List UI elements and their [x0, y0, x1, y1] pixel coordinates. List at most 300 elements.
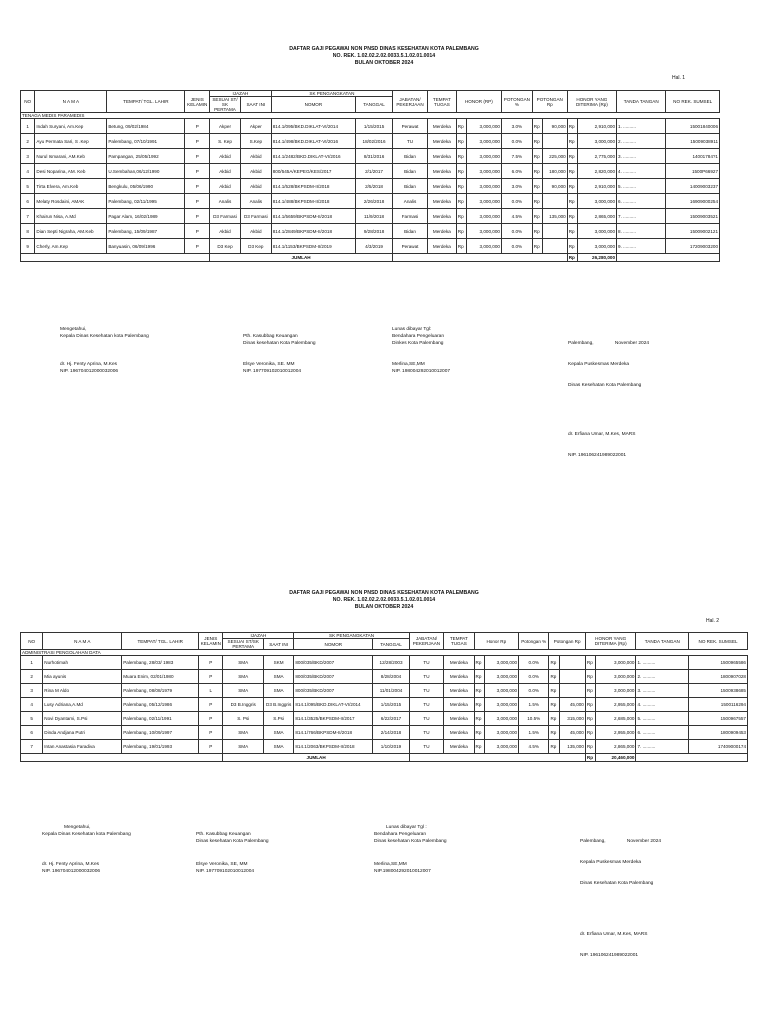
- table-row: [21, 119, 720, 134]
- table-row: [21, 740, 748, 754]
- cell-jk: P: [199, 712, 223, 726]
- cell-honor: 3,000,000: [467, 194, 502, 209]
- cell-rp1: Rp: [474, 726, 484, 740]
- cell-ttl: Palembang, 02/11/1991: [122, 712, 199, 726]
- cell-rp1: Rp: [474, 670, 484, 684]
- cell-ttd: 4. ..........: [636, 698, 689, 712]
- cell-jab: TU: [409, 712, 443, 726]
- cell-rek: 1500P66927: [666, 164, 720, 179]
- cell-ttl: Banyuasin, 06/09/1996: [107, 239, 185, 254]
- cell-jk: P: [185, 134, 210, 149]
- page-number: Hal. 2: [706, 618, 720, 624]
- page-2-title: DAFTAR GAJI PEGAWAI NON PNSD DINAS KESEHATAN KOTA PALEMBANG NO. REK. 1.02.02.2.02.0033.5.1.02.01.0014 BULAN OKTOBER 2024: [289, 590, 479, 610]
- cell-rp3: Rp: [567, 119, 577, 134]
- cell-pct: 0.0%: [501, 224, 532, 239]
- cell-pct: 0.0%: [519, 656, 549, 670]
- header-sk: SK PENGANGKATAN: [294, 633, 409, 639]
- cell-pct: 7.5%: [501, 149, 532, 164]
- cell-tempat: Merdeka: [444, 726, 474, 740]
- cell-rp3: Rp: [567, 164, 577, 179]
- header-tempat: TEMPAT TUGAS: [427, 91, 456, 113]
- cell-no: 6: [21, 726, 43, 740]
- cell-rek: 15009003521: [666, 209, 720, 224]
- header-pot-pct: POTONGAN %: [501, 91, 532, 113]
- cell-rp3: Rp: [585, 726, 595, 740]
- cell-rp1: Rp: [456, 119, 466, 134]
- cell-tempat: Merdeka: [444, 656, 474, 670]
- cell-honor: 3,000,000: [484, 698, 518, 712]
- cell-ttl: Palembang, 19/01/1993: [122, 740, 199, 754]
- cell-ttd: 5. ..........: [617, 179, 666, 194]
- header-honor: Honor Rp: [474, 633, 519, 650]
- cell-rp1: Rp: [474, 698, 484, 712]
- cell-diterima: 2,955,000: [595, 698, 635, 712]
- cell-rp2: Rp: [549, 740, 559, 754]
- cell-tgl: 11/01/2004: [373, 684, 409, 698]
- cell-rp2: Rp: [549, 698, 559, 712]
- cell-rp1: Rp: [474, 712, 484, 726]
- cell-nomor: 814.1/5659/BKPSDM-II/2018: [271, 209, 355, 224]
- salary-table-2: [20, 632, 748, 762]
- cell-rek: 1800907028: [689, 670, 748, 684]
- cell-pot: [543, 224, 568, 239]
- cell-nama: Desi Noparina, AM. Keb: [35, 164, 107, 179]
- header-saat-ini: SAAT INI: [263, 639, 293, 650]
- cell-saat: SMA: [263, 740, 293, 754]
- cell-tgl: 4/3/2019: [356, 239, 393, 254]
- cell-tempat: Merdeka: [427, 149, 456, 164]
- cell-rek: 1500967557: [689, 712, 748, 726]
- cell-no: 4: [21, 698, 43, 712]
- cell-diterima: 3,000,000: [595, 656, 635, 670]
- cell-ttd: 8. ..........: [617, 224, 666, 239]
- cell-rp2: Rp: [532, 134, 542, 149]
- cell-tgl: 2/1/2017: [356, 164, 393, 179]
- cell-jab: Analis: [393, 194, 428, 209]
- cell-ttd: 1. ..........: [636, 656, 689, 670]
- header-rek: NO REK. SUMSEL: [689, 633, 748, 650]
- cell-no: 7: [21, 209, 35, 224]
- table-row: [21, 179, 720, 194]
- cell-pot: 225,000: [543, 149, 568, 164]
- cell-sesuai: SMA: [223, 684, 263, 698]
- header-nama: N A M A: [35, 91, 107, 113]
- cell-ttd: 3. ..........: [636, 684, 689, 698]
- header-jabatan: JABATAN/ PEKERJAAN: [409, 633, 443, 650]
- cell-tgl: 1/15/2015: [373, 698, 409, 712]
- cell-nama: Dian Septi Nigraha, AM.Keb: [35, 224, 107, 239]
- cell-diterima: 3,000,000: [595, 670, 635, 684]
- cell-tempat: Merdeka: [444, 740, 474, 754]
- cell-rp2: Rp: [549, 726, 559, 740]
- cell-rek: 1500116294: [689, 698, 748, 712]
- cell-pct: 4.5%: [519, 740, 549, 754]
- cell-saat: D3 B.Inggris: [263, 698, 293, 712]
- cell-jk: P: [199, 698, 223, 712]
- cell-jk: L: [199, 684, 223, 698]
- total-amount: 26,280,000: [578, 254, 617, 262]
- cell-jk: P: [199, 726, 223, 740]
- cell-no: 4: [21, 164, 35, 179]
- table-row: [21, 656, 748, 670]
- cell-sesuai: D3 Kep: [210, 239, 241, 254]
- cell-saat: D3 Kep: [240, 239, 271, 254]
- cell-tempat: Merdeka: [444, 684, 474, 698]
- cell-nomor: 814.1/488/BKPSDM-II/2018: [271, 194, 355, 209]
- cell-jab: TU: [393, 134, 428, 149]
- cell-ttl: Muara Enim, 02/01/1980: [122, 670, 199, 684]
- cell-sesuai: Akbid: [210, 224, 241, 239]
- cell-rp2: Rp: [532, 239, 542, 254]
- cell-tgl: 2/14/2018: [373, 726, 409, 740]
- total-amount: 20,460,000: [595, 754, 635, 762]
- cell-pot: [559, 670, 585, 684]
- cell-rp3: Rp: [567, 209, 577, 224]
- cell-saat: D3 Farmasi: [240, 209, 271, 224]
- cell-honor: 3,000,000: [467, 119, 502, 134]
- cell-ttl: Palembang, 02/11/1995: [107, 194, 185, 209]
- cell-honor: 3,000,000: [484, 684, 518, 698]
- header-ttd: TANDA TANGAN: [617, 91, 666, 113]
- cell-ttd: 6. ..........: [636, 726, 689, 740]
- cell-jk: P: [199, 670, 223, 684]
- cell-diterima: 2,775,000: [578, 149, 617, 164]
- cell-jab: Bidan: [393, 224, 428, 239]
- cell-rp3: Rp: [567, 224, 577, 239]
- cell-rp1: Rp: [456, 164, 466, 179]
- cell-pot: 90,000: [543, 119, 568, 134]
- header-honor-diterima: HONOR YANG DITERIMA (Rp): [585, 633, 636, 650]
- cell-saat: Akbid: [240, 179, 271, 194]
- header-jk: JENIS KELAMIN: [199, 633, 223, 650]
- cell-rp2: Rp: [549, 656, 559, 670]
- cell-nama: Lusy Adriana,A.Md: [43, 698, 122, 712]
- cell-rp3: Rp: [585, 740, 595, 754]
- cell-saat: Akbid: [240, 224, 271, 239]
- table-row: [21, 726, 748, 740]
- page-1-title: DAFTAR GAJI PEGAWAI NON PNSD DINAS KESEHATAN KOTA PALEMBANG NO. REK. 1.02.02.2.02.0033.5.1.02.01.0014 BULAN OKTOBER 2024: [289, 46, 479, 66]
- cell-pct: 0.0%: [501, 134, 532, 149]
- cell-rp2: Rp: [532, 179, 542, 194]
- cell-pot: 135,000: [543, 209, 568, 224]
- table-row: [21, 149, 720, 164]
- cell-no: 3: [21, 684, 43, 698]
- cell-honor: 3,000,000: [467, 179, 502, 194]
- cell-diterima: 3,000,000: [578, 194, 617, 209]
- table-body-1: [21, 113, 720, 262]
- header-nomor: NOMOR: [271, 97, 355, 113]
- cell-ttd: 3. ..........: [617, 149, 666, 164]
- header-ttl: TEMPAT/ TGL. LAHIR: [107, 91, 185, 113]
- cell-no: 6: [21, 194, 35, 209]
- cell-sesuai: SMA: [223, 656, 263, 670]
- cell-pot: [559, 656, 585, 670]
- cell-diterima: 3,000,000: [578, 224, 617, 239]
- header-tanggal: TANGGAL: [356, 97, 393, 113]
- cell-jab: Farmasi: [393, 209, 428, 224]
- cell-tgl: 12/28/2003: [373, 656, 409, 670]
- cell-tgl: 8/28/2004: [373, 670, 409, 684]
- cell-saat: SKM: [263, 656, 293, 670]
- cell-no: 5: [21, 179, 35, 194]
- cell-tgl: 1/15/2015: [356, 119, 393, 134]
- cell-no: 2: [21, 134, 35, 149]
- cell-rp3: Rp: [585, 670, 595, 684]
- cell-nama: Indah Suryani, Am.Kep: [35, 119, 107, 134]
- cell-no: 1: [21, 119, 35, 134]
- cell-tempat: Merdeka: [427, 224, 456, 239]
- cell-pot: [543, 134, 568, 149]
- cell-nomor: 814.1/1153/BKPSDM-II/2019: [271, 239, 355, 254]
- cell-rek: 17209003200: [666, 239, 720, 254]
- header-tempat: TEMPAT TUGAS: [444, 633, 474, 650]
- signature-kasubbag: Pth. Kasubbag Keuangan Dinas kesehatan Kota Palembang Elsye Veronika, SE, MM NIP. 197709102010012004: [196, 832, 269, 874]
- table-row: [21, 209, 720, 224]
- header-saat-ini: SAAT INI: [240, 97, 271, 113]
- cell-nama: Novi Dyantami, S.Psi: [43, 712, 122, 726]
- cell-rp3: Rp: [567, 194, 577, 209]
- cell-no: 7: [21, 740, 43, 754]
- total-label: JUMLAH: [223, 754, 409, 762]
- cell-nomor: 800/035/BKD/2007: [294, 656, 373, 670]
- cell-ttl: Pampangan, 25/05/1992: [107, 149, 185, 164]
- cell-ttl: Bengkulu, 05/06/1990: [107, 179, 185, 194]
- table-row: [21, 712, 748, 726]
- cell-ttd: 1. ..........: [617, 119, 666, 134]
- cell-jk: P: [185, 179, 210, 194]
- cell-ttl: Palembang, 08/08/1979: [122, 684, 199, 698]
- cell-pct: 0.0%: [501, 194, 532, 209]
- cell-pct: 0.0%: [519, 684, 549, 698]
- cell-jk: P: [185, 119, 210, 134]
- cell-pot: 90,000: [543, 179, 568, 194]
- cell-rp1: Rp: [456, 209, 466, 224]
- table-row: [21, 670, 748, 684]
- cell-saat: S.Psi: [263, 712, 293, 726]
- cell-sesuai: Akbid: [210, 179, 241, 194]
- cell-sesuai: Akbid: [210, 164, 241, 179]
- salary-table-1: [20, 90, 720, 262]
- signature-bendahara: Lunas dibayar Tgl: Bendahara Pengeluaran Dinkes Kota Palembang Merlina,SE,MM NIP. 198004292010012007: [392, 327, 451, 374]
- cell-rp3: Rp: [567, 179, 577, 194]
- cell-tempat: Merdeka: [444, 698, 474, 712]
- cell-ttd: 9. ..........: [617, 239, 666, 254]
- cell-saat: SMA: [263, 684, 293, 698]
- cell-ttl: Pagar Alam, 16/02/1989: [107, 209, 185, 224]
- cell-rp2: Rp: [532, 194, 542, 209]
- table-row: [21, 134, 720, 149]
- cell-jk: P: [185, 224, 210, 239]
- cell-rp1: Rp: [456, 179, 466, 194]
- cell-saat: Akbid: [240, 149, 271, 164]
- table-row: [21, 194, 720, 209]
- cell-sesuai: SMA: [223, 740, 263, 754]
- cell-rek: 16909000254: [666, 194, 720, 209]
- total-row: [21, 754, 748, 762]
- cell-saat: Analis: [240, 194, 271, 209]
- cell-rp1: Rp: [456, 149, 466, 164]
- cell-rp1: Rp: [456, 194, 466, 209]
- cell-jk: P: [185, 149, 210, 164]
- cell-tempat: Merdeka: [427, 164, 456, 179]
- cell-nomor: 814.1/095/BKD.DIKLAT-VI/2014: [294, 698, 373, 712]
- cell-rp2: Rp: [532, 209, 542, 224]
- cell-honor: 3,000,000: [467, 164, 502, 179]
- cell-jk: P: [185, 194, 210, 209]
- cell-honor: 3,000,000: [467, 209, 502, 224]
- cell-rek: 14009003237: [666, 179, 720, 194]
- cell-pct: 1.5%: [519, 726, 549, 740]
- cell-sesuai: S. Psi: [223, 712, 263, 726]
- cell-jk: P: [199, 656, 223, 670]
- cell-jk: P: [185, 164, 210, 179]
- cell-rek: 1800909453: [689, 726, 748, 740]
- cell-diterima: 2,820,000: [578, 164, 617, 179]
- cell-diterima: 2,955,000: [595, 726, 635, 740]
- header-ijazah: IJAZAH: [210, 91, 272, 97]
- cell-nomor: 814.1/095/BKD.DIKLAT-VI/2014: [271, 119, 355, 134]
- cell-nomor: 800/035/BKD/2007: [294, 670, 373, 684]
- section-label: ADMINISTRASI PENGOLAHAN DATA: [21, 650, 748, 656]
- cell-jab: Perawat: [393, 119, 428, 134]
- cell-jab: TU: [409, 656, 443, 670]
- header-tanggal: TANGGAL: [373, 639, 409, 650]
- cell-pot: [543, 194, 568, 209]
- cell-nomor: 814.1/766/BKPSDM-II/2018: [294, 726, 373, 740]
- cell-nama: Nurhotimah: [43, 656, 122, 670]
- cell-sesuai: D3 B.Inggris: [223, 698, 263, 712]
- cell-honor: 3,000,000: [484, 670, 518, 684]
- cell-tempat: Merdeka: [427, 194, 456, 209]
- cell-nomor: 814.1/528/BKPSDM-II/2018: [271, 179, 355, 194]
- cell-rp3: Rp: [567, 149, 577, 164]
- cell-diterima: 3,000,000: [578, 134, 617, 149]
- cell-ttl: Palembang, 28/03/ 1983: [122, 656, 199, 670]
- cell-nomor: 814.1/2482/BKD.DIKLAT-VI/2016: [271, 149, 355, 164]
- cell-rp1: Rp: [474, 740, 484, 754]
- cell-rp3: Rp: [567, 134, 577, 149]
- signature-kasubbag: Pth. Kasubbag Keuangan Dinas kesehatan Kota Palembang Elsye Veronika, SE. MM NIP. 197709102010012004: [243, 334, 316, 374]
- cell-diterima: 2,865,000: [595, 740, 635, 754]
- total-row: [21, 254, 720, 262]
- header-pot-pct: Potongan %: [519, 633, 549, 650]
- cell-jk: P: [199, 740, 223, 754]
- cell-ttd: 7. ..........: [617, 209, 666, 224]
- cell-tempat: Merdeka: [427, 209, 456, 224]
- cell-honor: 3,000,000: [467, 134, 502, 149]
- header-sesuai: SESUAI ST/ SK PERTAMA: [210, 97, 241, 113]
- cell-diterima: 2,910,000: [578, 119, 617, 134]
- cell-diterima: 2,910,000: [578, 179, 617, 194]
- table-row: [21, 684, 748, 698]
- cell-no: 9: [21, 239, 35, 254]
- cell-pct: 3.0%: [501, 119, 532, 134]
- total-label: JUMLAH: [210, 254, 393, 262]
- header-pot-rp: POTONGAN Rp: [532, 91, 567, 113]
- cell-sesuai: D3 Farmasi: [210, 209, 241, 224]
- cell-sesuai: SMA: [223, 726, 263, 740]
- total-currency: Rp: [585, 754, 595, 762]
- cell-rp2: Rp: [532, 164, 542, 179]
- cell-saat: S.Kep: [240, 134, 271, 149]
- cell-no: 3: [21, 149, 35, 164]
- page-2: [0, 512, 768, 1024]
- cell-honor: 3,000,000: [484, 740, 518, 754]
- header-ttl: TEMPAT/ TGL. LAHIR: [122, 633, 199, 650]
- cell-ttl: U.Sembahan,06/12/1990: [107, 164, 185, 179]
- cell-nama: Rina M Aldo: [43, 684, 122, 698]
- cell-rp3: Rp: [585, 712, 595, 726]
- header-jk: JENIS KELAMIN: [185, 91, 210, 113]
- cell-nama: Cherly, Am.Kep: [35, 239, 107, 254]
- header-no: NO: [21, 91, 35, 113]
- cell-tgl: 2/26/2018: [356, 194, 393, 209]
- cell-pot: [559, 684, 585, 698]
- cell-ttd: 5. ..........: [636, 712, 689, 726]
- cell-tempat: Merdeka: [427, 179, 456, 194]
- signature-mengetahui: Mengetahui, Kepala Dinas Kesehatan kota Palembang dr. Hj. Fenty Aprina, M.Kes NIP. 196704012000032006: [42, 825, 131, 874]
- cell-rek: 15009002121: [666, 224, 720, 239]
- cell-jab: TU: [409, 740, 443, 754]
- cell-tempat: Merdeka: [444, 712, 474, 726]
- cell-rp2: Rp: [532, 224, 542, 239]
- header-nama: N A M A: [43, 633, 122, 650]
- cell-rp1: Rp: [456, 239, 466, 254]
- cell-rp1: Rp: [474, 684, 484, 698]
- cell-ttd: 4. ..........: [617, 164, 666, 179]
- header-sesuai: SESUAI ST/SK PERTAMA: [223, 639, 263, 650]
- cell-nama: Intan Anastasia Faradiva: [43, 740, 122, 754]
- cell-tempat: Merdeka: [444, 670, 474, 684]
- cell-jab: TU: [409, 698, 443, 712]
- cell-nama: Melaty Rosdaini, AMAK: [35, 194, 107, 209]
- cell-rp2: Rp: [532, 149, 542, 164]
- cell-rp2: Rp: [549, 670, 559, 684]
- cell-sesuai: Akbid: [210, 149, 241, 164]
- cell-pct: 10.5%: [519, 712, 549, 726]
- header-sk: SK PENGANGKATAN: [271, 91, 392, 97]
- cell-rek: 15009038911: [666, 134, 720, 149]
- table-body-2: [21, 650, 748, 762]
- cell-honor: 3,000,000: [484, 656, 518, 670]
- cell-tgl: 6/22/2017: [373, 712, 409, 726]
- cell-rp3: Rp: [585, 698, 595, 712]
- cell-pot: 135,000: [559, 740, 585, 754]
- cell-no: 2: [21, 670, 43, 684]
- cell-rp3: Rp: [567, 239, 577, 254]
- cell-tempat: Merdeka: [427, 119, 456, 134]
- cell-pct: 4.5%: [501, 209, 532, 224]
- total-currency: Rp: [567, 254, 577, 262]
- cell-pct: 0.0%: [501, 239, 532, 254]
- cell-nama: Ayu Permata Sari, S .Kep: [35, 134, 107, 149]
- cell-tgl: 8/31/2016: [356, 149, 393, 164]
- cell-tempat: Merdeka: [427, 239, 456, 254]
- cell-diterima: 2,865,000: [578, 209, 617, 224]
- table-row: [21, 239, 720, 254]
- cell-ttl: Palembang, 07/10/1991: [107, 134, 185, 149]
- cell-honor: 3,000,000: [484, 726, 518, 740]
- header-ttd: TANDA TANGAN: [636, 633, 689, 650]
- cell-sesuai: SMA: [223, 670, 263, 684]
- cell-honor: 3,000,000: [484, 712, 518, 726]
- cell-rek: 17409000174: [689, 740, 748, 754]
- cell-nama: Mia ayunis: [43, 670, 122, 684]
- cell-honor: 3,000,000: [467, 149, 502, 164]
- header-nomor: NOMOR: [294, 639, 373, 650]
- header-honor-diterima: HONOR YANG DITERIMA (Rp): [567, 91, 616, 113]
- cell-nomor: 814.1/498/BKD.DIKLAT-VI/2016: [271, 134, 355, 149]
